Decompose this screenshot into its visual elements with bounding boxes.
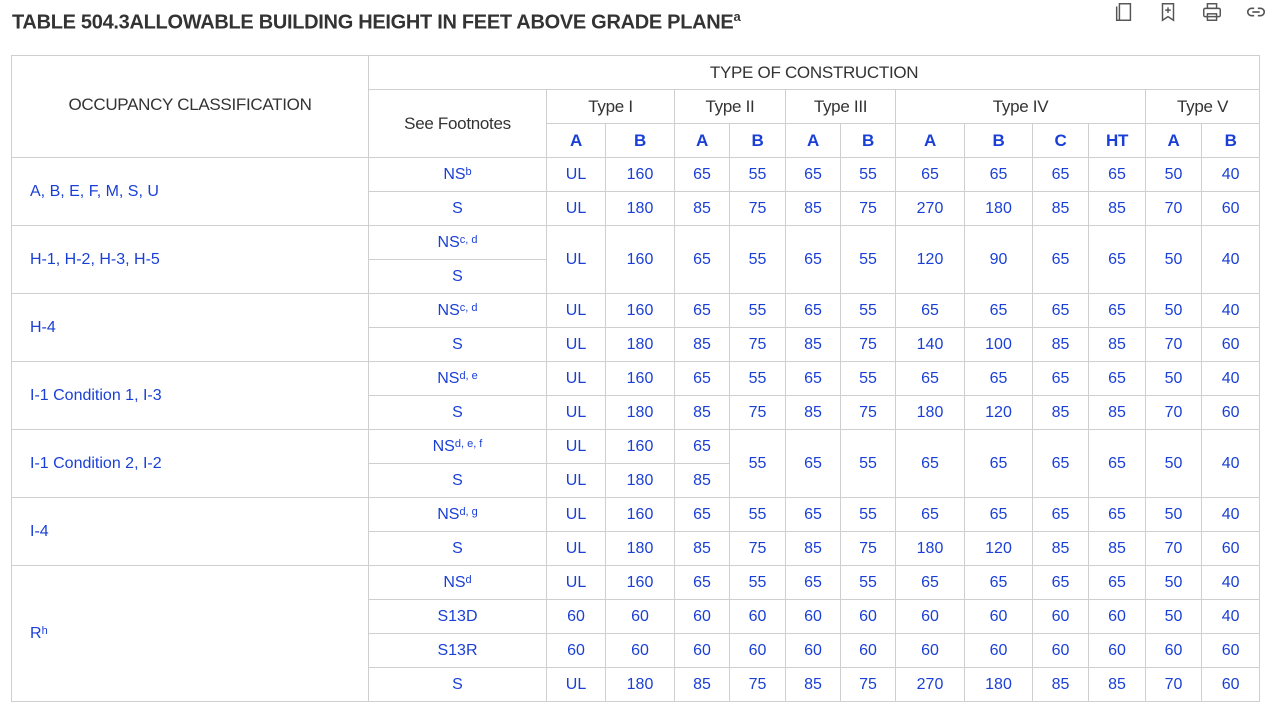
value-cell: 85	[675, 464, 730, 498]
value-cell: 85	[675, 532, 730, 566]
value-cell: 85	[1033, 396, 1089, 430]
value-cell: 85	[786, 396, 841, 430]
value-cell: 65	[1089, 362, 1146, 396]
print-icon[interactable]	[1199, 0, 1225, 24]
value-cell: 85	[1033, 532, 1089, 566]
value-cell: 60	[965, 634, 1033, 668]
value-cell: 180	[606, 328, 675, 362]
value-cell: 65	[896, 362, 965, 396]
value-cell: 65	[1033, 566, 1089, 600]
value-cell: 65	[1089, 226, 1146, 294]
subtype-header: A	[675, 124, 730, 158]
value-cell: 60	[1146, 634, 1202, 668]
value-cell: 60	[1202, 396, 1260, 430]
value-cell: 85	[786, 668, 841, 702]
value-cell: 60	[1202, 634, 1260, 668]
value-cell: 160	[606, 294, 675, 328]
value-cell: 65	[786, 498, 841, 532]
footnote-label-text: S	[452, 403, 463, 421]
footnote-label[interactable]	[369, 362, 547, 396]
type-of-construction-header: TYPE OF CONSTRUCTION	[369, 56, 1260, 90]
value-cell: UL	[547, 396, 606, 430]
value-cell: 70	[1146, 532, 1202, 566]
value-cell: 120	[896, 226, 965, 294]
value-cell: 40	[1202, 566, 1260, 600]
footnote-label[interactable]	[369, 158, 547, 192]
value-cell: 60	[606, 600, 675, 634]
footnote-label-text: S	[452, 471, 463, 489]
footnote-label[interactable]	[369, 498, 547, 532]
value-cell: 65	[1033, 362, 1089, 396]
value-cell: 55	[730, 362, 786, 396]
value-cell: 60	[896, 600, 965, 634]
value-cell: 65	[786, 362, 841, 396]
value-cell: 40	[1202, 294, 1260, 328]
value-cell: 65	[675, 294, 730, 328]
occupancy-cell[interactable]	[12, 362, 369, 430]
value-cell: 180	[965, 192, 1033, 226]
value-cell: 65	[675, 362, 730, 396]
value-cell: 60	[1202, 532, 1260, 566]
subtype-header: A	[547, 124, 606, 158]
value-cell: 75	[841, 668, 896, 702]
footnote-label-text: NS	[437, 233, 460, 251]
value-cell: 55	[730, 226, 786, 294]
occupancy-cell[interactable]	[12, 498, 369, 566]
value-cell: 85	[1033, 328, 1089, 362]
occupancy-label: H-1, H-2, H-3, H-5	[30, 250, 160, 268]
occupancy-label: I-1 Condition 1, I-3	[30, 386, 162, 404]
value-cell: 50	[1146, 158, 1202, 192]
subtype-header: B	[606, 124, 675, 158]
toolbar	[1111, 0, 1269, 24]
type-header: Type V	[1146, 90, 1260, 124]
footnote-ref[interactable]: d, g	[459, 505, 478, 518]
footnote-label-text: NS	[437, 301, 460, 319]
value-cell: 140	[896, 328, 965, 362]
value-cell: 60	[1089, 634, 1146, 668]
value-cell: 55	[841, 294, 896, 328]
value-cell: 180	[606, 192, 675, 226]
footnote-ref[interactable]: b	[465, 165, 472, 178]
value-cell: 85	[675, 396, 730, 430]
value-cell: 90	[965, 226, 1033, 294]
value-cell: 55	[841, 362, 896, 396]
footnote-ref[interactable]: d	[465, 573, 472, 586]
subtype-header: B	[965, 124, 1033, 158]
subtype-header: A	[786, 124, 841, 158]
occupancy-label: I-1 Condition 2, I-2	[30, 454, 162, 472]
value-cell: 60	[730, 600, 786, 634]
footnote-label-text: NS	[437, 369, 460, 387]
header-row-1	[12, 56, 1260, 90]
value-cell: 55	[730, 566, 786, 600]
footnote-label[interactable]	[369, 532, 547, 566]
value-cell: 55	[841, 226, 896, 294]
value-cell: 65	[1033, 294, 1089, 328]
value-cell: 85	[786, 192, 841, 226]
subtype-header: C	[1033, 124, 1089, 158]
value-cell: 65	[786, 158, 841, 192]
value-cell: 70	[1146, 396, 1202, 430]
value-cell: 65	[896, 430, 965, 498]
value-cell: 60	[675, 600, 730, 634]
type-header: Type II	[675, 90, 786, 124]
copy-icon[interactable]	[1111, 0, 1137, 24]
footnote-ref[interactable]: d, e	[459, 369, 478, 382]
footnote-label-text: NS	[443, 573, 466, 591]
value-cell: 85	[1089, 396, 1146, 430]
value-cell: 85	[786, 532, 841, 566]
value-cell: 40	[1202, 600, 1260, 634]
value-cell: 60	[1033, 600, 1089, 634]
value-cell: 65	[965, 498, 1033, 532]
value-cell: UL	[547, 294, 606, 328]
value-cell: 60	[547, 634, 606, 668]
occupancy-label: A, B, E, F, M, S, U	[30, 182, 159, 200]
value-cell: 60	[606, 634, 675, 668]
occupancy-cell[interactable]	[12, 226, 369, 294]
value-cell: 50	[1146, 362, 1202, 396]
footnote-label-text: NS	[432, 437, 455, 455]
value-cell: 65	[1089, 294, 1146, 328]
table-row	[12, 294, 1260, 328]
see-footnotes-header: See Footnotes	[369, 90, 547, 158]
table-row	[12, 226, 1260, 260]
value-cell: 75	[730, 328, 786, 362]
footnote-label-text: S	[452, 335, 463, 353]
value-cell: 160	[606, 226, 675, 294]
type-header: Type I	[547, 90, 675, 124]
table-row	[12, 498, 1260, 532]
value-cell: 85	[1089, 192, 1146, 226]
value-cell: 65	[965, 430, 1033, 498]
table-row	[12, 430, 1260, 464]
footnote-label-text: S	[452, 539, 463, 557]
value-cell: 50	[1146, 498, 1202, 532]
footnote-ref[interactable]: c, d	[459, 233, 478, 246]
footnote-label-text: NS	[437, 505, 460, 523]
value-cell: 60	[896, 634, 965, 668]
occupancy-cell[interactable]	[12, 566, 369, 702]
value-cell: 65	[965, 566, 1033, 600]
footnote-label[interactable]	[369, 668, 547, 702]
footnote-ref[interactable]: c, d	[459, 301, 478, 314]
value-cell: 85	[675, 668, 730, 702]
value-cell: 65	[1033, 226, 1089, 294]
value-cell: 75	[730, 532, 786, 566]
occupancy-label: H-4	[30, 318, 56, 336]
value-cell: UL	[547, 498, 606, 532]
height-table	[11, 55, 1260, 702]
footnote-ref[interactable]: d, e, f	[454, 437, 483, 450]
value-cell: 120	[965, 532, 1033, 566]
value-cell: 160	[606, 566, 675, 600]
value-cell: 40	[1202, 362, 1260, 396]
value-cell: 100	[965, 328, 1033, 362]
value-cell: UL	[547, 566, 606, 600]
value-cell: 180	[606, 464, 675, 498]
value-cell: 85	[1033, 668, 1089, 702]
subtype-header: A	[896, 124, 965, 158]
value-cell: 70	[1146, 328, 1202, 362]
value-cell: 180	[965, 668, 1033, 702]
subtype-header: B	[1202, 124, 1260, 158]
type-header: Type IV	[896, 90, 1146, 124]
value-cell: 60	[786, 634, 841, 668]
footnote-label-text: S13R	[437, 641, 478, 659]
value-cell: UL	[547, 328, 606, 362]
value-cell: 55	[730, 294, 786, 328]
value-cell: 55	[841, 158, 896, 192]
footnote-label[interactable]	[369, 566, 547, 600]
value-cell: 60	[841, 600, 896, 634]
value-cell: 55	[841, 430, 896, 498]
value-cell: 85	[1089, 328, 1146, 362]
occupancy-label: R	[30, 624, 42, 642]
value-cell: 85	[786, 328, 841, 362]
value-cell: 65	[1089, 158, 1146, 192]
footnote-label[interactable]	[369, 226, 547, 260]
value-cell: 85	[1089, 532, 1146, 566]
subtype-header: A	[1146, 124, 1202, 158]
value-cell: 75	[841, 328, 896, 362]
value-cell: 55	[730, 158, 786, 192]
value-cell: 60	[841, 634, 896, 668]
value-cell: 85	[1033, 192, 1089, 226]
footnote-label[interactable]	[369, 192, 547, 226]
value-cell: 40	[1202, 226, 1260, 294]
value-cell: UL	[547, 226, 606, 294]
value-cell: 65	[675, 430, 730, 464]
value-cell: UL	[547, 430, 606, 464]
value-cell: 40	[1202, 158, 1260, 192]
occupancy-header: OCCUPANCY CLASSIFICATION	[12, 56, 369, 158]
value-cell: 50	[1146, 430, 1202, 498]
value-cell: 65	[896, 294, 965, 328]
value-cell: 60	[965, 600, 1033, 634]
type-header: Type III	[786, 90, 896, 124]
value-cell: 65	[896, 158, 965, 192]
table-body	[12, 158, 1260, 702]
link-icon[interactable]	[1243, 0, 1269, 24]
title-footnote: a	[733, 9, 741, 24]
value-cell: 55	[841, 498, 896, 532]
value-cell: 120	[965, 396, 1033, 430]
value-cell: 75	[841, 396, 896, 430]
value-cell: 160	[606, 158, 675, 192]
value-cell: 65	[896, 498, 965, 532]
footnote-label[interactable]	[369, 634, 547, 668]
value-cell: 85	[1089, 668, 1146, 702]
value-cell: 50	[1146, 294, 1202, 328]
value-cell: 60	[1202, 328, 1260, 362]
footnote-label[interactable]	[369, 464, 547, 498]
value-cell: 270	[896, 668, 965, 702]
table-row	[12, 158, 1260, 192]
value-cell: 75	[730, 192, 786, 226]
footnote-ref[interactable]: h	[41, 624, 48, 637]
footnote-label[interactable]	[369, 600, 547, 634]
footnote-label-text: S13D	[437, 607, 478, 625]
value-cell: 60	[786, 600, 841, 634]
value-cell: 160	[606, 362, 675, 396]
value-cell: 180	[896, 396, 965, 430]
value-cell: 65	[1089, 566, 1146, 600]
value-cell: 65	[1089, 498, 1146, 532]
value-cell: 65	[786, 226, 841, 294]
value-cell: 60	[1089, 600, 1146, 634]
table-row	[12, 362, 1260, 396]
value-cell: 65	[896, 566, 965, 600]
value-cell: 60	[547, 600, 606, 634]
value-cell: 60	[730, 634, 786, 668]
value-cell: 65	[1033, 158, 1089, 192]
footnote-label[interactable]	[369, 328, 547, 362]
footnote-label[interactable]	[369, 294, 547, 328]
value-cell: 65	[965, 158, 1033, 192]
value-cell: 55	[841, 566, 896, 600]
value-cell: 50	[1146, 226, 1202, 294]
subtype-header: HT	[1089, 124, 1146, 158]
value-cell: 85	[675, 328, 730, 362]
value-cell: 65	[1033, 498, 1089, 532]
value-cell: 55	[730, 498, 786, 532]
value-cell: 65	[786, 294, 841, 328]
value-cell: 160	[606, 498, 675, 532]
footnote-label[interactable]	[369, 396, 547, 430]
value-cell: 70	[1146, 668, 1202, 702]
value-cell: 75	[841, 532, 896, 566]
value-cell: 85	[675, 192, 730, 226]
value-cell: 65	[675, 498, 730, 532]
footnote-label-text: NS	[443, 165, 466, 183]
value-cell: 65	[786, 566, 841, 600]
value-cell: UL	[547, 158, 606, 192]
value-cell: 180	[606, 396, 675, 430]
value-cell: 65	[1033, 430, 1089, 498]
value-cell: 40	[1202, 430, 1260, 498]
value-cell: 180	[606, 668, 675, 702]
footnote-label[interactable]	[369, 260, 547, 294]
page-title	[12, 4, 740, 36]
value-cell: 40	[1202, 498, 1260, 532]
value-cell: 55	[730, 430, 786, 498]
occupancy-cell[interactable]	[12, 294, 369, 362]
table-row	[12, 566, 1260, 600]
value-cell: 75	[841, 192, 896, 226]
value-cell: 65	[965, 362, 1033, 396]
value-cell: 160	[606, 430, 675, 464]
value-cell: 65	[965, 294, 1033, 328]
value-cell: 60	[1202, 668, 1260, 702]
occupancy-cell[interactable]	[12, 430, 369, 498]
value-cell: 70	[1146, 192, 1202, 226]
value-cell: 60	[675, 634, 730, 668]
value-cell: 60	[1202, 192, 1260, 226]
occupancy-label: I-4	[30, 522, 49, 540]
value-cell: UL	[547, 532, 606, 566]
value-cell: 180	[606, 532, 675, 566]
value-cell: 65	[675, 158, 730, 192]
occupancy-cell[interactable]	[12, 158, 369, 226]
subtype-header: B	[841, 124, 896, 158]
value-cell: 65	[675, 226, 730, 294]
value-cell: 75	[730, 396, 786, 430]
value-cell: 180	[896, 532, 965, 566]
subtype-header: B	[730, 124, 786, 158]
bookmark-add-icon[interactable]	[1155, 0, 1181, 24]
value-cell: 270	[896, 192, 965, 226]
value-cell: UL	[547, 668, 606, 702]
value-cell: 60	[1033, 634, 1089, 668]
value-cell: 65	[675, 566, 730, 600]
value-cell: 50	[1146, 600, 1202, 634]
value-cell: UL	[547, 192, 606, 226]
value-cell: 65	[1089, 430, 1146, 498]
value-cell: UL	[547, 464, 606, 498]
title-text: TABLE 504.3ALLOWABLE BUILDING HEIGHT IN FEET ABOVE GRADE PLANE	[12, 11, 734, 34]
footnote-label[interactable]	[369, 430, 547, 464]
value-cell: 75	[730, 668, 786, 702]
value-cell: UL	[547, 362, 606, 396]
value-cell: 65	[786, 430, 841, 498]
footnote-label-text: S	[452, 675, 463, 693]
footnote-label-text: S	[452, 267, 463, 285]
footnote-label-text: S	[452, 199, 463, 217]
value-cell: 50	[1146, 566, 1202, 600]
